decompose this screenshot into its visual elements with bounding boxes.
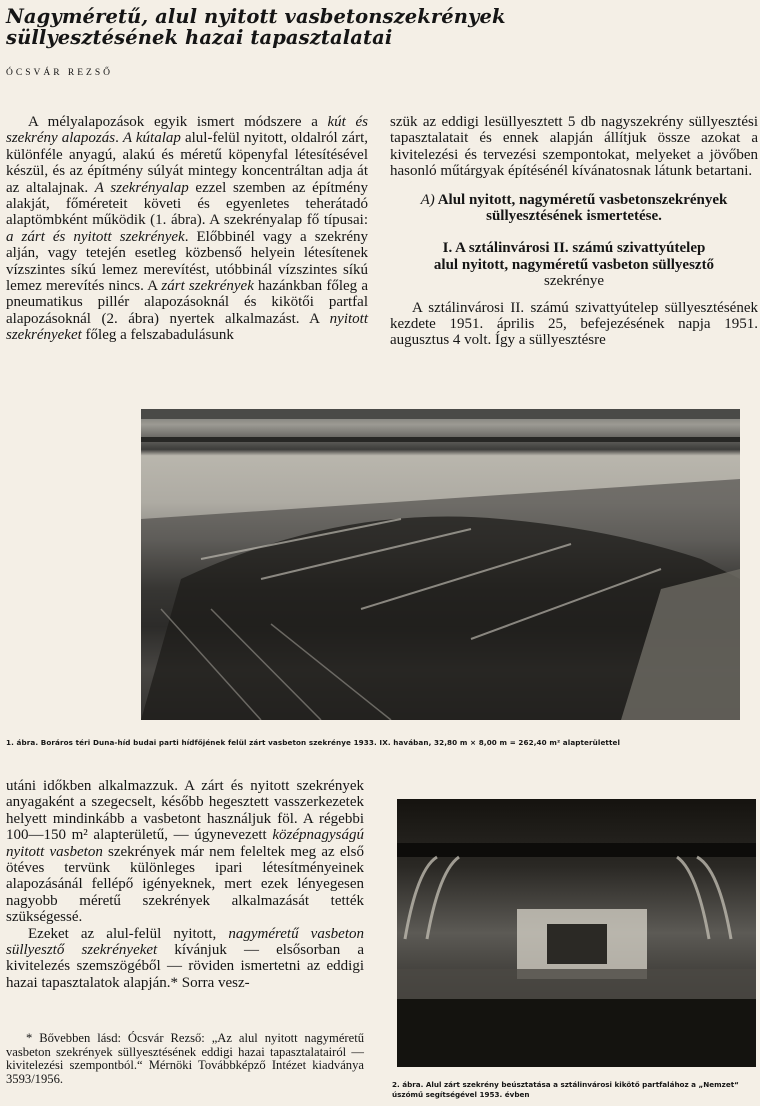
figure-1-photo xyxy=(141,409,740,720)
paragraph-intro: A mélyalapozások egyik ismert módszere a kút és szekrény alapozás. A kútalap alul-felül nyitott, oldalról zárt, különféle anyagú, alakú és méretű köpenyfal létesítésével készül, és az építmény súlyát mintegy koncentráltan adja át az altalajnak. A szekrényalap ezzel szemben az építmény alakját, főméreteit követi és egyenletes teherátadó alaptömbként működik (1. ábra). A szekrényalap fő típusai: a zárt és nyitott szekrények. Előbbinél vagy a szekrény alján, vagy tetején esetleg közbenső helyein létesítenek vízszintes síkú lemez merevítést, utóbbinál vízszintes síkú lemez merevítés nincs. A zárt szekrények hazánkban főleg a pneumatikus pillér alapozásoknál és kikötői partfal alapozásoknál (2. ábra) nyertek alkalmazást. A nyitott szekrényeket főleg a felszabadulásunk xyxy=(6,114,368,344)
paragraph-materials: utáni időkben alkalmazzuk. A zárt és nyitott szekrények anyagaként a szegecselt, később hegesztett vasszerkezetek helyett mindinkább a vasbetont használjuk föl. A régebbi 100—150 m² alapterületű, — úgynevezett középnagyságú nyitott vasbeton szekrények már nem feleltek meg az első ötéves tervünk különleges ipari létesítményeinek alapozásánál fellépő igényeknek, mert ezek lényegesen nagyobb méretű szekrények alkalmazását tették szükségessé. xyxy=(6,778,364,926)
column-left xyxy=(6,114,368,344)
paragraph-pump-station: A sztálinvárosi II. számú szivattyútelep süllyesztésének kezdete 1951. április 25, befejezésének napja 1951. augusztus 4 volt. Így a süllyesztésre xyxy=(390,299,758,349)
paragraph-purpose: Ezeket az alul-felül nyitott, nagyméretű vasbeton süllyesztő szekrényeket kívánjuk — elsősorban a kivitelezés szemszögéből — röviden ismertetni az eddigi hazai tapasztalatok alapján.* Sorra vesz- xyxy=(6,925,364,991)
column-bottom-left xyxy=(6,778,364,991)
figure-1-caption: 1. ábra. Boráros téri Duna-híd budai parti hídfőjének felül zárt vasbeton szekrénye 1933. IX. havában, 32,80 m × 8,00 m = 262,40 m² alapterülettel xyxy=(6,738,621,747)
author-name: ÓCSVÁR REZSŐ xyxy=(6,68,113,78)
subsection-heading-1: I. A sztálinvárosi II. számú szivattyútelep alul nyitott, nagyméretű vasbeton süllyesztő szekrénye xyxy=(433,240,715,290)
footnote: * Bővebben lásd: Ócsvár Rezső: „Az alul nyitott nagyméretű vasbeton szekrények süllyesztésének eddigi hazai tapasztalatairól — kivitelezési szempontból.“ Mérnöki Továbbképző Intézet kiadványa 3593/1956. xyxy=(6,1031,364,1086)
section-heading-a: A) Alul nyitott, nagyméretű vasbetonszekrények süllyesztésének ismertetése. xyxy=(420,191,728,225)
figure-2-photo xyxy=(397,799,756,1067)
figure-2-caption: 2. ábra. Alul zárt szekrény beúsztatása a sztálinvárosi kikötő partfalához a „Nemzet“ úszómű segítségével 1953. évben xyxy=(392,1080,739,1099)
column-right xyxy=(390,114,758,349)
paragraph-continued: szük az eddigi lesüllyesztett 5 db nagyszekrény süllyesztési tapasztalatait és ennek alapján állítjuk össze azokat a kivitelezési és tervezési szempontokat, melyeket a jövőben hasonló műtárgyak építésénél kívánatosnak látunk betartani. xyxy=(390,114,758,180)
article-title: Nagyméretű, alul nyitott vasbetonszekrények süllyesztésének hazai tapasztalatai xyxy=(6,5,506,49)
